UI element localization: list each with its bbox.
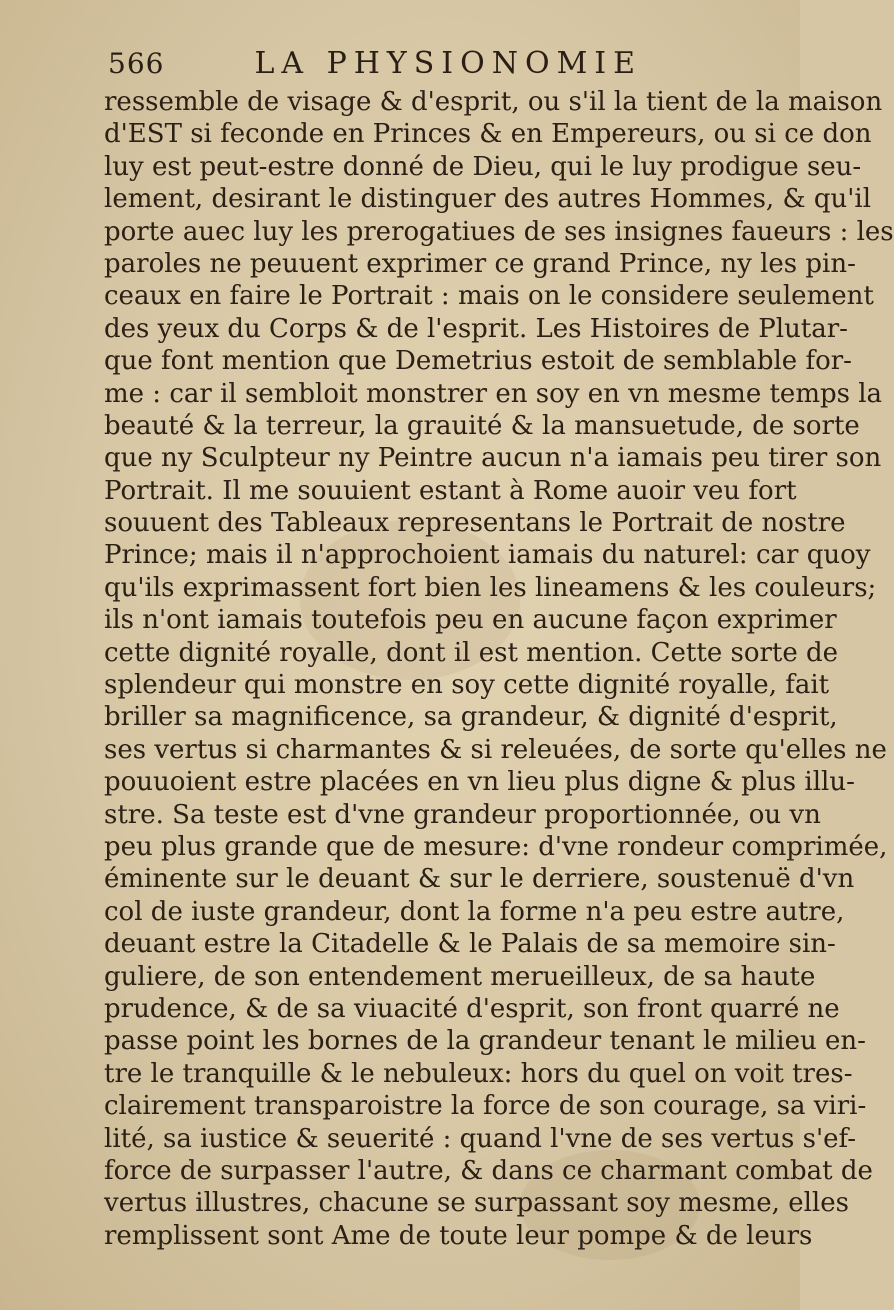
- text-line: clairement transparoistre la force de son courage, sa viri-: [104, 1091, 867, 1122]
- text-line: splendeur qui monstre en soy cette dignité royalle, fait: [104, 670, 830, 701]
- text-line: force de surpasser l'autre, & dans ce charmant combat de: [104, 1155, 873, 1186]
- text-line: ceaux en faire le Portrait : mais on le considere seulement: [104, 281, 874, 312]
- text-line: que ny Sculpteur ny Peintre aucun n'a iamais peu tirer son: [104, 443, 882, 474]
- text-line: paroles ne peuuent exprimer ce grand Prince, ny les pin-: [104, 248, 856, 279]
- text-line: remplissent sont Ame de toute leur pompe & de leurs: [104, 1220, 813, 1251]
- text-line: lité, sa iustice & seuerité : quand l'vne de ses vertus s'ef-: [104, 1123, 857, 1154]
- text-line: souuent des Tableaux representans le Portrait de nostre: [104, 508, 846, 539]
- text-line: vertus illustres, chacune se surpassant soy mesme, elles: [104, 1188, 849, 1219]
- text-line: peu plus grande que de mesure: d'vne rondeur comprimée,: [104, 831, 888, 862]
- text-line: lement, desirant le distinguer des autres Hommes, & qu'il: [104, 184, 872, 215]
- text-line: Portrait. Il me souuient estant à Rome auoir veu fort: [104, 475, 797, 506]
- page-header: [108, 46, 758, 86]
- text-line: beauté & la terreur, la grauité & la mansuetude, de sorte: [104, 410, 860, 441]
- text-line: porte auec luy les prerogatiues de ses insignes faueurs : les: [104, 216, 894, 247]
- text-line: des yeux du Corps & de l'esprit. Les Histoires de Plutar-: [104, 313, 848, 344]
- text-line: prudence, & de sa viuacité d'esprit, son front quarré ne: [104, 993, 840, 1024]
- text-line: briller sa magnificence, sa grandeur, & dignité d'esprit,: [104, 702, 838, 733]
- text-line: ressemble de visage & d'esprit, ou s'il la tient de la maison: [104, 87, 883, 117]
- text-line: deuant estre la Citadelle & le Palais de sa memoire sin-: [104, 929, 836, 960]
- text-line: tre le tranquille & le nebuleux: hors du quel on voit tres-: [104, 1058, 853, 1089]
- text-line: stre. Sa teste est d'vne grandeur proportionnée, ou vn: [104, 799, 821, 830]
- text-line: cette dignité royalle, dont il est mention. Cette sorte de: [104, 637, 839, 668]
- text-line: luy est peut-estre donné de Dieu, qui le luy prodigue seu-: [104, 151, 862, 182]
- text-line: ses vertus si charmantes & si releuées, de sorte qu'elles ne: [104, 734, 887, 765]
- text-line: guliere, de son entendement merueilleux, de sa haute: [104, 961, 816, 992]
- text-line: éminente sur le deuant & sur le derriere, soustenuë d'vn: [104, 864, 855, 895]
- text-line: me : car il sembloit monstrer en soy en vn mesme temps la: [104, 378, 883, 409]
- text-line: pouuoient estre placées en vn lieu plus digne & plus illu-: [104, 767, 855, 798]
- text-line: d'EST si feconde en Princes & en Empereurs, ou si ce don: [104, 119, 872, 150]
- text-line: ils n'ont iamais toutefois peu en aucune façon exprimer: [104, 605, 837, 636]
- text-line: que font mention que Demetrius estoit de semblable for-: [104, 346, 852, 377]
- body-text: [104, 86, 894, 1252]
- page-number: 566: [108, 47, 165, 80]
- text-line: qu'ils exprimassent fort bien les lineamens & les couleurs;: [104, 572, 877, 603]
- text-line: col de iuste grandeur, dont la forme n'a peu estre autre,: [104, 896, 845, 927]
- running-head: LA PHYSIONOMIE: [254, 46, 643, 81]
- text-line: passe point les bornes de la grandeur tenant le milieu en-: [104, 1026, 866, 1057]
- text-line: Prince; mais il n'approchoient iamais du naturel: car quoy: [104, 540, 871, 571]
